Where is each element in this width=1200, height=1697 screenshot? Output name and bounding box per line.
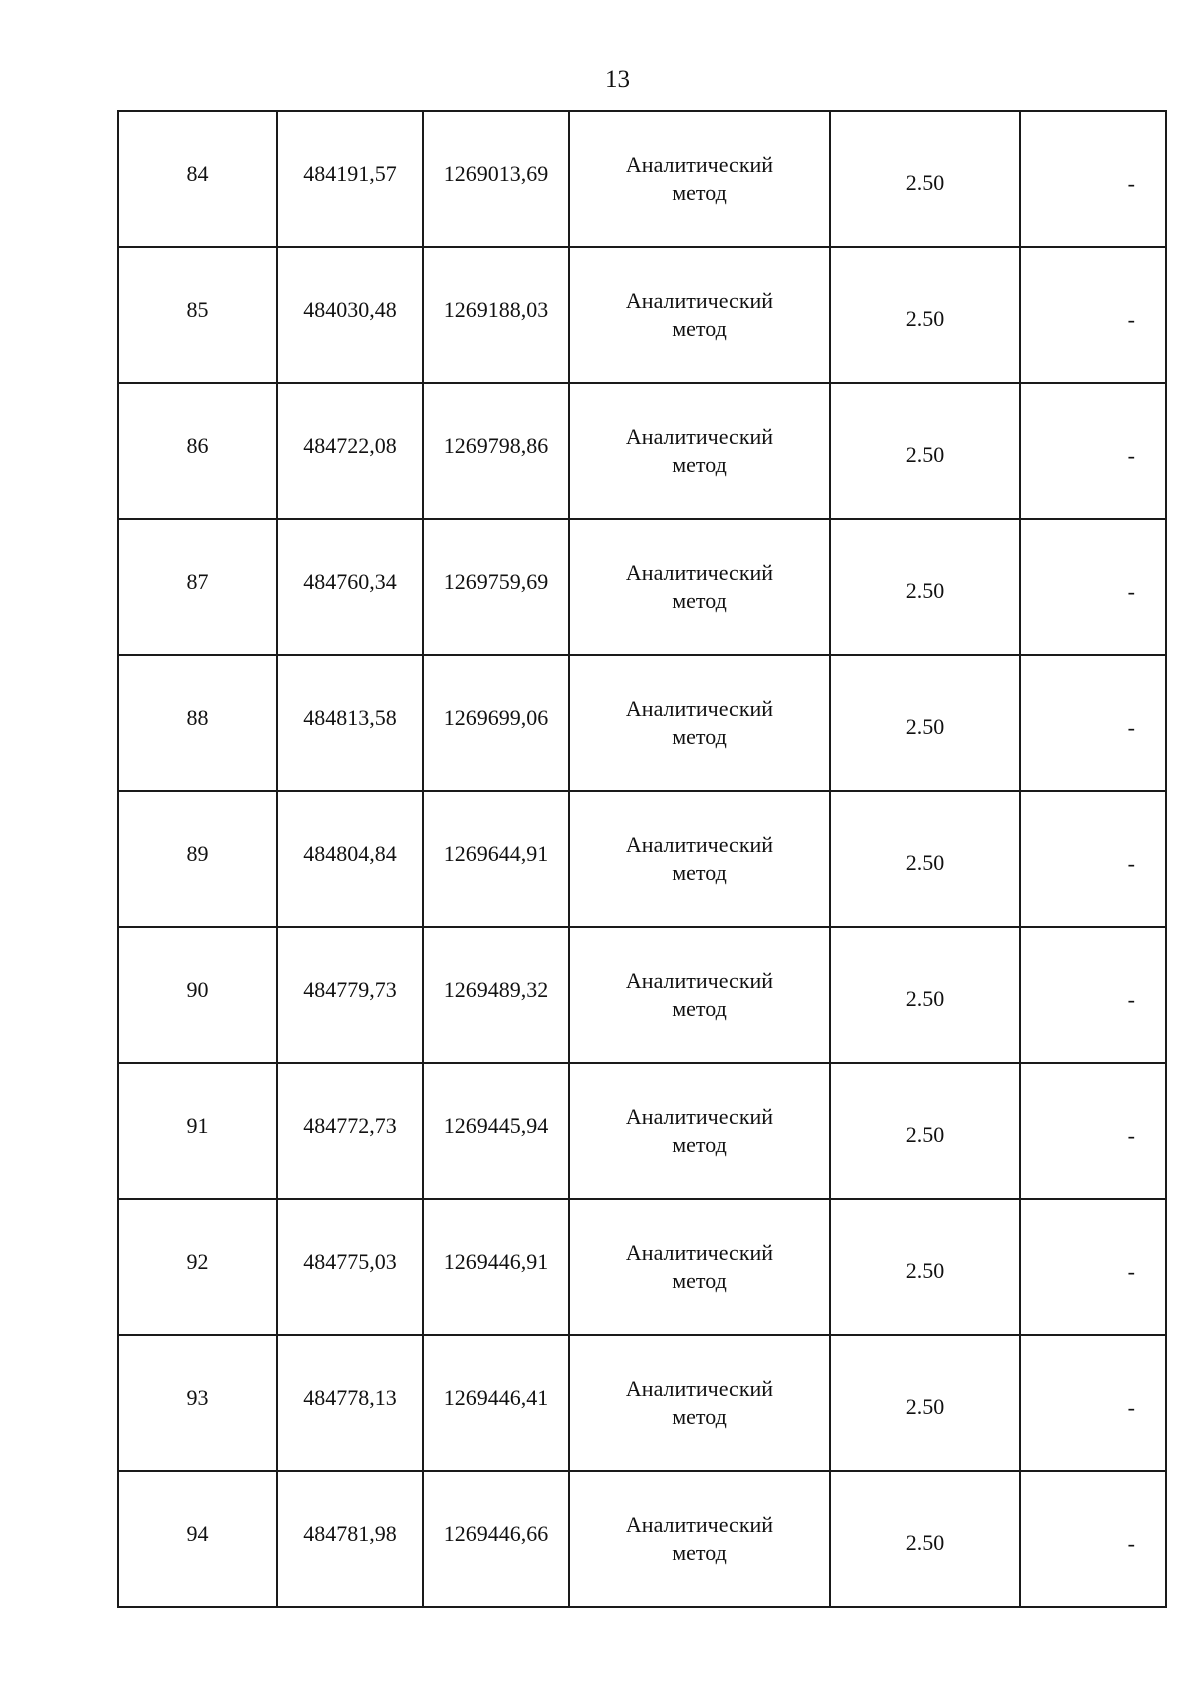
coordinates-table-wrapper bbox=[117, 110, 1167, 1608]
method-cell bbox=[569, 111, 830, 247]
x-coordinate-cell: 484030,48 bbox=[277, 247, 423, 383]
method-line-1: Аналитический bbox=[625, 288, 774, 313]
method-cell bbox=[569, 1063, 830, 1199]
accuracy-cell: 2.50 bbox=[830, 1063, 1020, 1199]
accuracy-cell: 2.50 bbox=[830, 1335, 1020, 1471]
table-row bbox=[118, 1471, 1166, 1607]
table-row bbox=[118, 111, 1166, 247]
note-cell: - bbox=[1020, 1471, 1166, 1607]
accuracy-cell: 2.50 bbox=[830, 247, 1020, 383]
method-cell bbox=[569, 655, 830, 791]
point-number-cell: 91 bbox=[118, 1063, 277, 1199]
note-cell: - bbox=[1020, 1063, 1166, 1199]
method-line-1: Аналитический bbox=[625, 424, 774, 449]
point-number-cell: 93 bbox=[118, 1335, 277, 1471]
method-line-1: Аналитический bbox=[625, 832, 774, 857]
note-cell: - bbox=[1020, 519, 1166, 655]
x-coordinate-cell: 484778,13 bbox=[277, 1335, 423, 1471]
method-line-2: метод bbox=[672, 180, 727, 205]
accuracy-cell: 2.50 bbox=[830, 1199, 1020, 1335]
accuracy-cell: 2.50 bbox=[830, 927, 1020, 1063]
method-line-2: метод bbox=[672, 1404, 727, 1429]
method-cell bbox=[569, 1471, 830, 1607]
note-cell: - bbox=[1020, 655, 1166, 791]
note-cell: - bbox=[1020, 791, 1166, 927]
y-coordinate-cell: 1269446,41 bbox=[423, 1335, 569, 1471]
method-line-2: метод bbox=[672, 724, 727, 749]
method-line-1: Аналитический bbox=[625, 1512, 774, 1537]
method-line-2: метод bbox=[672, 1132, 727, 1157]
y-coordinate-cell: 1269013,69 bbox=[423, 111, 569, 247]
method-cell bbox=[569, 247, 830, 383]
table-row bbox=[118, 247, 1166, 383]
method-line-2: метод bbox=[672, 316, 727, 341]
y-coordinate-cell: 1269446,66 bbox=[423, 1471, 569, 1607]
note-cell: - bbox=[1020, 383, 1166, 519]
table-row bbox=[118, 655, 1166, 791]
method-line-1: Аналитический bbox=[625, 560, 774, 585]
y-coordinate-cell: 1269798,86 bbox=[423, 383, 569, 519]
table-row bbox=[118, 1199, 1166, 1335]
accuracy-cell: 2.50 bbox=[830, 791, 1020, 927]
table-row bbox=[118, 1335, 1166, 1471]
note-cell: - bbox=[1020, 247, 1166, 383]
y-coordinate-cell: 1269446,91 bbox=[423, 1199, 569, 1335]
point-number-cell: 89 bbox=[118, 791, 277, 927]
accuracy-cell: 2.50 bbox=[830, 1471, 1020, 1607]
table-row bbox=[118, 519, 1166, 655]
accuracy-cell: 2.50 bbox=[830, 383, 1020, 519]
point-number-cell: 94 bbox=[118, 1471, 277, 1607]
x-coordinate-cell: 484772,73 bbox=[277, 1063, 423, 1199]
y-coordinate-cell: 1269188,03 bbox=[423, 247, 569, 383]
point-number-cell: 87 bbox=[118, 519, 277, 655]
method-cell bbox=[569, 1199, 830, 1335]
x-coordinate-cell: 484813,58 bbox=[277, 655, 423, 791]
table-row bbox=[118, 383, 1166, 519]
x-coordinate-cell: 484722,08 bbox=[277, 383, 423, 519]
accuracy-cell: 2.50 bbox=[830, 111, 1020, 247]
point-number-cell: 88 bbox=[118, 655, 277, 791]
note-cell: - bbox=[1020, 927, 1166, 1063]
point-number-cell: 90 bbox=[118, 927, 277, 1063]
method-line-1: Аналитический bbox=[625, 968, 774, 993]
method-line-2: метод bbox=[672, 452, 727, 477]
x-coordinate-cell: 484760,34 bbox=[277, 519, 423, 655]
method-cell bbox=[569, 927, 830, 1063]
point-number-cell: 86 bbox=[118, 383, 277, 519]
note-cell: - bbox=[1020, 1199, 1166, 1335]
x-coordinate-cell: 484191,57 bbox=[277, 111, 423, 247]
method-line-1: Аналитический bbox=[625, 1104, 774, 1129]
table-row bbox=[118, 1063, 1166, 1199]
y-coordinate-cell: 1269759,69 bbox=[423, 519, 569, 655]
table-row bbox=[118, 791, 1166, 927]
method-line-2: метод bbox=[672, 588, 727, 613]
method-cell bbox=[569, 519, 830, 655]
note-cell: - bbox=[1020, 111, 1166, 247]
method-line-1: Аналитический bbox=[625, 1240, 774, 1265]
accuracy-cell: 2.50 bbox=[830, 519, 1020, 655]
method-cell bbox=[569, 383, 830, 519]
method-cell bbox=[569, 791, 830, 927]
method-line-2: метод bbox=[672, 996, 727, 1021]
y-coordinate-cell: 1269699,06 bbox=[423, 655, 569, 791]
method-line-2: метод bbox=[672, 1540, 727, 1565]
point-number-cell: 84 bbox=[118, 111, 277, 247]
note-cell: - bbox=[1020, 1335, 1166, 1471]
y-coordinate-cell: 1269644,91 bbox=[423, 791, 569, 927]
method-line-1: Аналитический bbox=[625, 1376, 774, 1401]
x-coordinate-cell: 484779,73 bbox=[277, 927, 423, 1063]
x-coordinate-cell: 484804,84 bbox=[277, 791, 423, 927]
coordinates-table bbox=[117, 110, 1167, 1608]
point-number-cell: 92 bbox=[118, 1199, 277, 1335]
coordinates-table-body bbox=[118, 111, 1166, 1607]
method-line-1: Аналитический bbox=[625, 696, 774, 721]
accuracy-cell: 2.50 bbox=[830, 655, 1020, 791]
page-number: 13 bbox=[605, 66, 630, 93]
x-coordinate-cell: 484781,98 bbox=[277, 1471, 423, 1607]
x-coordinate-cell: 484775,03 bbox=[277, 1199, 423, 1335]
y-coordinate-cell: 1269445,94 bbox=[423, 1063, 569, 1199]
point-number-cell: 85 bbox=[118, 247, 277, 383]
y-coordinate-cell: 1269489,32 bbox=[423, 927, 569, 1063]
method-line-2: метод bbox=[672, 860, 727, 885]
method-line-2: метод bbox=[672, 1268, 727, 1293]
method-line-1: Аналитический bbox=[625, 152, 774, 177]
table-row bbox=[118, 927, 1166, 1063]
method-cell bbox=[569, 1335, 830, 1471]
